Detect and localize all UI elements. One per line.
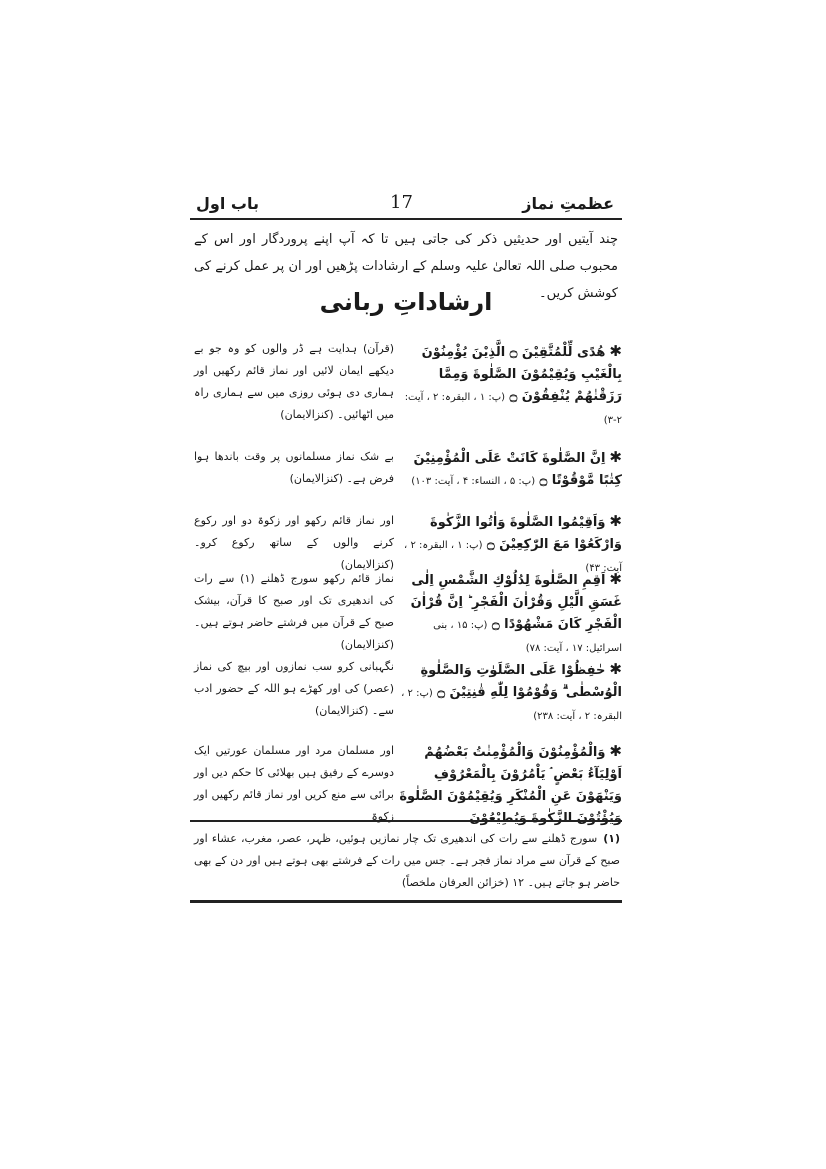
verse-text: اَقِمِ الصَّلٰوةَ لِدُلُوْكِ الشَّمْسِ اِلٰى غَسَقِ الَّيْلِ وَقُرْاٰنَ الْفَجْرِ ؕ اِنَّ قُرْاٰنَ الْفَجْرِ كَانَ مَشْهُوْدًا ۝: [410, 573, 622, 632]
header-rule: [190, 218, 622, 220]
verse-reference: (پ: ۲ ، البقرہ: ۲ ، آیت: ۲۳۸): [401, 688, 622, 722]
verse-block: [398, 740, 622, 831]
star-bullet-icon: ✱: [609, 342, 622, 360]
verse-reference: (پ: ۱ ، البقرہ: ۲ ، آیت: ۴۳): [404, 540, 622, 574]
star-bullet-icon: ✱: [609, 742, 622, 760]
verse-block: [398, 340, 622, 432]
verse-reference: (پ: ۵ ، النساء: ۴ ، آیت: ۱۰۳): [411, 476, 536, 487]
footnote-marker: (۱): [603, 832, 620, 845]
verse-text: حٰفِظُوْا عَلَى الصَّلَوٰتِ وَالصَّلٰوةِ الْوُسْطٰى ۗ وَقُوْمُوْا لِلّٰهِ قٰنِتِيْنَ ۝: [420, 663, 622, 700]
verse-translation: (قرآن) ہدایت ہے ڈر والوں کو وہ جو بے دیکھے ایمان لائیں اور نماز قائم رکھیں اور ہماری دی ہوئی روزی میں سے ہماری راہ میں اٹھائیں۔ (کنزالایمان): [194, 342, 394, 421]
verse-block: [398, 446, 622, 493]
section-title: ارشاداتِ ربانی: [319, 288, 493, 316]
verse-text: وَاَقِيْمُوا الصَّلٰوةَ وَاٰتُوا الزَّكٰوةَ وَارْكَعُوْا مَعَ الرّٰكِعِيْنَ ۝: [430, 515, 622, 552]
verse-translation: اور نماز قائم رکھو اور زکوۃ دو اور رکوع کرنے والوں کے ساتھ رکوع کرو۔ (کنزالایمان): [194, 514, 394, 571]
star-bullet-icon: ✱: [609, 570, 622, 588]
footnote: [194, 828, 620, 894]
verse-translation: بے شک نماز مسلمانوں پر وقت باندھا ہوا فرض ہے۔ (کنزالایمان): [194, 450, 394, 485]
page-number: 17: [390, 192, 413, 213]
chapter-label: باب اول: [196, 194, 259, 213]
star-bullet-icon: ✱: [609, 448, 622, 466]
star-bullet-icon: ✱: [609, 512, 622, 530]
intro-paragraph: چند آیتیں اور حدیثیں ذکر کی جاتی ہیں تا کہ آپ اپنے پروردگار اور اس کے محبوب صلی اللہ تعالیٰ علیہ وسلم کے ارشادات پڑھیں اور ان پر عمل کرنے کی کوشش کریں۔: [194, 232, 618, 301]
verse-block: [398, 658, 622, 728]
book-title: عظمتِ نماز: [522, 194, 614, 213]
verse-translation: نماز قائم رکھو سورج ڈھلنے (۱) سے رات کی اندھیری تک اور صبح کا قرآن، بیشک صبح کے قرآن میں فرشتے حاضر ہوتے ہیں۔ (کنزالایمان): [194, 572, 394, 651]
verse-translation: نگہبانی کرو سب نمازوں اور بیچ کی نماز (عصر) کی اور کھڑے ہو اللہ کے حضور ادب سے۔ (کنزالایمان): [194, 660, 394, 717]
verse-translation: اور مسلمان مرد اور مسلمان عورتیں ایک دوسرے کے رفیق ہیں بھلائی کا حکم دیں اور برائی سے منع کریں اور نماز قائم رکھیں اور زکوۃ: [194, 744, 394, 823]
verse-text: وَالْمُؤْمِنُوْنَ وَالْمُؤْمِنٰتُ بَعْضُهُمْ اَوْلِيَآءُ بَعْضٍ ۘ يَاْمُرُوْنَ بِالْمَعْرُوْفِ وَيَنْهَوْنَ عَنِ الْمُنْكَرِ وَيُقِيْمُوْنَ الصَّلٰوةَ وَيُؤْتُوْنَ الزَّكٰوةَ وَيُطِيْعُوْنَ: [399, 745, 622, 826]
footnote-text: سورج ڈھلنے سے رات کی اندھیری تک چار نمازیں ہوئیں، ظہر، عصر، مغرب، عشاء اور صبح کے قرآن سے مراد نماز فجر ہے۔ جس میں رات کے فرشتے بھی ہوتے ہیں اور دن کے بھی حاضر ہو جاتے ہیں۔ ۱۲ (خزائن العرفان ملخصاً): [194, 832, 620, 889]
verse-reference: (پ: ۱ ، البقرہ: ۲ ، آیت: ۲-۳): [404, 392, 622, 426]
verse-text: اِنَّ الصَّلٰوةَ كَانَتْ عَلَى الْمُؤْمِنِيْنَ كِتٰبًا مَّوْقُوْتًا ۝: [413, 451, 622, 488]
footnote-rule: [190, 820, 622, 822]
bottom-rule: [190, 900, 622, 903]
verse-block: [398, 568, 622, 660]
verse-reference: (پ: ۱۵ ، بنی اسرائیل: ۱۷ ، آیت: ۷۸): [433, 620, 622, 654]
verse-text: هُدًى لِّلْمُتَّقِيْنَ ۝ الَّذِيْنَ يُؤْمِنُوْنَ بِالْغَيْبِ وَيُقِيْمُوْنَ الصَّلٰوةَ وَمِمَّا رَزَقْنٰهُمْ يُنْفِقُوْنَ ۝: [421, 345, 622, 404]
star-bullet-icon: ✱: [609, 660, 622, 678]
running-header: [190, 190, 620, 216]
